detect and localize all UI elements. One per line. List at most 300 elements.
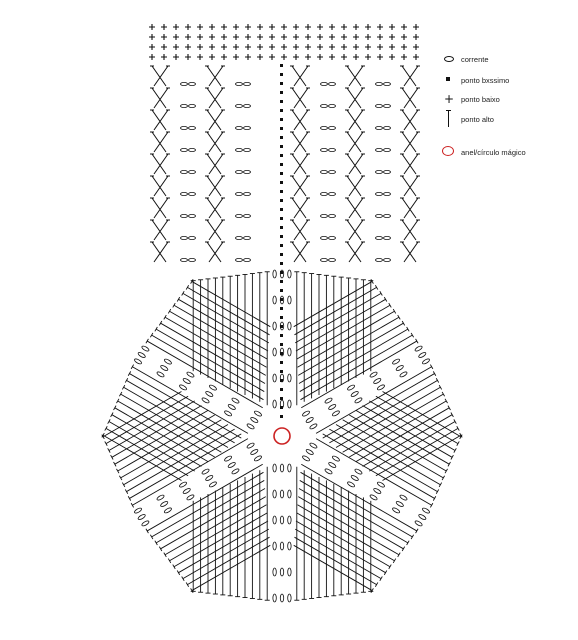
double-crochet-mark bbox=[349, 110, 363, 130]
single-crochet-mark bbox=[257, 24, 263, 30]
single-crochet-mark bbox=[293, 54, 299, 60]
chain-mark bbox=[280, 490, 283, 498]
legend-label-double-crochet: ponto alto bbox=[461, 114, 494, 124]
chain-mark bbox=[377, 481, 386, 488]
single-crochet-mark bbox=[389, 24, 395, 30]
chain-mark bbox=[189, 236, 196, 239]
chain-mark bbox=[227, 462, 236, 469]
chain-mark bbox=[189, 126, 196, 129]
double-crochet-mark bbox=[209, 110, 223, 130]
double-crochet-mark bbox=[347, 154, 361, 174]
chain-mark bbox=[236, 170, 243, 173]
chain-mark bbox=[288, 348, 291, 356]
chain-mark bbox=[280, 542, 283, 550]
chain-mark bbox=[186, 494, 195, 501]
slip-stitch-mark bbox=[280, 145, 283, 148]
double-crochet-mark bbox=[297, 305, 390, 359]
slip-stitch-mark bbox=[280, 316, 283, 319]
double-crochet-mark bbox=[402, 132, 416, 152]
chain-mark bbox=[137, 514, 146, 521]
single-crochet-mark bbox=[413, 34, 419, 40]
chain-mark bbox=[280, 568, 283, 576]
slip-stitch-mark bbox=[280, 181, 283, 184]
chain-mark bbox=[376, 126, 383, 129]
chain-mark bbox=[273, 464, 276, 472]
chain-mark bbox=[418, 514, 427, 521]
chain-mark bbox=[224, 410, 233, 417]
single-crochet-mark bbox=[161, 54, 167, 60]
chain-mark bbox=[328, 404, 337, 411]
single-crochet-mark bbox=[269, 44, 275, 50]
chain-mark bbox=[181, 214, 188, 217]
chain-mark bbox=[244, 258, 251, 261]
double-crochet-mark bbox=[207, 110, 221, 130]
single-crochet-mark bbox=[317, 24, 323, 30]
single-crochet-mark bbox=[401, 24, 407, 30]
double-crochet-mark bbox=[404, 66, 418, 86]
single-crochet-mark bbox=[389, 44, 395, 50]
double-crochet-mark bbox=[349, 176, 363, 196]
chain-mark bbox=[189, 104, 196, 107]
slip-stitch-mark bbox=[280, 91, 283, 94]
single-crochet-mark bbox=[413, 44, 419, 50]
chain-mark bbox=[181, 170, 188, 173]
double-crochet-mark bbox=[207, 132, 221, 152]
chain-mark bbox=[369, 494, 378, 501]
chain-mark bbox=[376, 236, 383, 239]
double-crochet-mark bbox=[356, 408, 449, 462]
single-crochet-mark bbox=[401, 34, 407, 40]
chain-mark bbox=[181, 236, 188, 239]
chain-mark bbox=[224, 455, 233, 462]
chain-mark bbox=[321, 170, 328, 173]
double-crochet-mark bbox=[402, 154, 416, 174]
double-crochet-mark bbox=[404, 176, 418, 196]
chain-mark bbox=[288, 270, 291, 278]
double-crochet-mark bbox=[294, 88, 308, 108]
single-crochet-mark bbox=[257, 54, 263, 60]
single-crochet-mark bbox=[221, 54, 227, 60]
single-crochet-mark bbox=[341, 34, 347, 40]
single-crochet-mark bbox=[149, 34, 155, 40]
double-crochet-mark bbox=[127, 380, 235, 442]
double-crochet-mark bbox=[115, 410, 208, 464]
single-crochet-mark bbox=[281, 54, 287, 60]
chain-mark bbox=[329, 104, 336, 107]
chain-mark bbox=[384, 258, 391, 261]
single-crochet-mark bbox=[377, 24, 383, 30]
double-crochet-mark bbox=[402, 88, 416, 108]
chain-mark bbox=[302, 410, 311, 417]
single-crochet-mark bbox=[365, 54, 371, 60]
chain-mark bbox=[321, 214, 328, 217]
double-crochet-mark bbox=[402, 110, 416, 130]
double-crochet-mark bbox=[207, 66, 221, 86]
chain-mark bbox=[288, 464, 291, 472]
single-crochet-mark bbox=[185, 44, 191, 50]
slip-stitch-mark bbox=[280, 244, 283, 247]
double-crochet-mark bbox=[174, 305, 267, 359]
chain-mark bbox=[209, 481, 218, 488]
chain-mark bbox=[422, 507, 431, 514]
chain-mark bbox=[376, 192, 383, 195]
double-crochet-mark bbox=[207, 220, 221, 240]
chain-mark bbox=[273, 374, 276, 382]
chain-mark bbox=[280, 464, 283, 472]
single-crochet-mark bbox=[377, 34, 383, 40]
chain-mark bbox=[280, 516, 283, 524]
slip-stitch-mark bbox=[280, 199, 283, 202]
chain-mark bbox=[329, 82, 336, 85]
single-crochet-mark bbox=[257, 44, 263, 50]
double-crochet-mark bbox=[404, 220, 418, 240]
double-crochet-mark bbox=[299, 323, 403, 383]
single-crochet-mark bbox=[197, 34, 203, 40]
single-crochet-mark bbox=[329, 24, 335, 30]
single-crochet-mark bbox=[329, 34, 335, 40]
slip-stitch-mark bbox=[280, 334, 283, 337]
double-crochet-mark bbox=[154, 66, 168, 86]
chain-mark bbox=[354, 397, 363, 404]
double-crochet-mark bbox=[154, 220, 168, 240]
slip-stitch-mark bbox=[280, 217, 283, 220]
double-crochet-mark bbox=[404, 110, 418, 130]
chain-mark bbox=[347, 481, 356, 488]
slip-stitch-mark bbox=[280, 415, 283, 418]
double-crochet-mark bbox=[292, 66, 306, 86]
chain-mark bbox=[160, 501, 169, 508]
chain-mark bbox=[376, 258, 383, 261]
single-crochet-mark bbox=[209, 24, 215, 30]
slip-stitch-mark bbox=[280, 361, 283, 364]
slip-stitch-mark bbox=[280, 397, 283, 400]
double-crochet-mark bbox=[347, 176, 361, 196]
chain-mark bbox=[273, 490, 276, 498]
single-crochet-mark bbox=[281, 34, 287, 40]
single-crochet-mark bbox=[221, 44, 227, 50]
single-crochet-mark bbox=[377, 44, 383, 50]
chain-mark bbox=[244, 170, 251, 173]
double-crochet-mark bbox=[292, 176, 306, 196]
chain-mark bbox=[141, 345, 150, 352]
chain-mark bbox=[134, 358, 143, 365]
chain-stitch-icon bbox=[440, 52, 458, 66]
chain-mark bbox=[332, 410, 341, 417]
double-crochet-mark bbox=[209, 154, 223, 174]
chain-mark bbox=[350, 391, 359, 398]
chain-mark bbox=[384, 126, 391, 129]
single-crochet-mark bbox=[389, 54, 395, 60]
chain-mark bbox=[273, 348, 276, 356]
chain-mark bbox=[209, 384, 218, 391]
double-crochet-mark bbox=[347, 88, 361, 108]
chain-mark bbox=[189, 82, 196, 85]
slip-stitch-mark bbox=[280, 280, 283, 283]
single-crochet-mark bbox=[173, 44, 179, 50]
double-crochet-mark bbox=[294, 66, 308, 86]
single-crochet-mark bbox=[341, 54, 347, 60]
single-crochet-mark bbox=[161, 44, 167, 50]
double-crochet-mark bbox=[294, 242, 308, 262]
chain-mark bbox=[399, 371, 408, 378]
single-crochet-mark bbox=[365, 44, 371, 50]
chain-mark bbox=[376, 148, 383, 151]
single-crochet-mark bbox=[221, 24, 227, 30]
single-crochet-mark bbox=[305, 24, 311, 30]
double-crochet-mark bbox=[209, 242, 223, 262]
double-crochet-mark bbox=[154, 132, 168, 152]
chain-mark bbox=[201, 468, 210, 475]
chain-mark bbox=[134, 507, 143, 514]
chain-mark bbox=[205, 391, 214, 398]
chain-mark bbox=[273, 400, 276, 408]
chain-mark bbox=[236, 104, 243, 107]
slip-stitch-mark bbox=[280, 82, 283, 85]
chain-mark bbox=[347, 384, 356, 391]
double-crochet-mark bbox=[152, 66, 166, 86]
chain-mark bbox=[384, 82, 391, 85]
chain-mark bbox=[160, 365, 169, 372]
chain-mark bbox=[236, 214, 243, 217]
chain-mark bbox=[288, 296, 291, 304]
double-crochet-mark bbox=[300, 329, 408, 391]
chain-mark bbox=[288, 594, 291, 602]
chain-mark bbox=[164, 507, 173, 514]
single-crochet-mark bbox=[341, 44, 347, 50]
double-crochet-mark bbox=[154, 110, 168, 130]
chain-mark bbox=[288, 490, 291, 498]
single-crochet-mark bbox=[353, 34, 359, 40]
double-crochet-mark bbox=[356, 410, 449, 464]
double-crochet-mark bbox=[349, 220, 363, 240]
chain-mark bbox=[373, 488, 382, 495]
chain-mark bbox=[189, 170, 196, 173]
chain-mark bbox=[288, 516, 291, 524]
double-crochet-icon bbox=[440, 112, 458, 126]
chain-mark bbox=[376, 104, 383, 107]
chain-mark bbox=[181, 82, 188, 85]
single-crochet-mark bbox=[233, 54, 239, 60]
single-crochet-mark bbox=[161, 34, 167, 40]
chain-mark bbox=[384, 192, 391, 195]
chain-mark bbox=[244, 214, 251, 217]
single-crochet-mark bbox=[293, 44, 299, 50]
legend-item-single-crochet bbox=[440, 92, 575, 106]
chain-mark bbox=[392, 358, 401, 365]
chain-mark bbox=[244, 192, 251, 195]
single-crochet-mark bbox=[209, 54, 215, 60]
single-crochet-mark bbox=[377, 54, 383, 60]
slip-stitch-mark bbox=[280, 154, 283, 157]
chain-mark bbox=[231, 397, 240, 404]
double-crochet-mark bbox=[347, 66, 361, 86]
single-crochet-mark bbox=[293, 34, 299, 40]
chain-mark bbox=[305, 449, 314, 456]
double-crochet-mark bbox=[156, 480, 264, 542]
single-crochet-mark bbox=[245, 34, 251, 40]
single-crochet-mark bbox=[161, 24, 167, 30]
double-crochet-mark bbox=[152, 88, 166, 108]
double-crochet-mark bbox=[329, 429, 437, 491]
hexagon-section bbox=[102, 270, 462, 602]
double-crochet-mark bbox=[347, 110, 361, 130]
chain-mark bbox=[244, 82, 251, 85]
slip-stitch-mark bbox=[280, 109, 283, 112]
chain-mark bbox=[141, 520, 150, 527]
double-crochet-mark bbox=[294, 154, 308, 174]
chain-mark bbox=[329, 170, 336, 173]
legend-item-slip bbox=[440, 73, 575, 87]
single-crochet-mark bbox=[149, 54, 155, 60]
chain-mark bbox=[236, 148, 243, 151]
double-crochet-mark bbox=[207, 154, 221, 174]
double-crochet-mark bbox=[115, 408, 208, 462]
single-crochet-mark bbox=[209, 44, 215, 50]
double-crochet-mark bbox=[207, 176, 221, 196]
chain-mark bbox=[250, 449, 259, 456]
single-crochet-mark bbox=[245, 54, 251, 60]
single-crochet-mark bbox=[281, 44, 287, 50]
chain-mark bbox=[414, 520, 423, 527]
single-crochet-icon: + bbox=[443, 92, 455, 106]
chain-mark bbox=[321, 236, 328, 239]
double-crochet-mark bbox=[404, 242, 418, 262]
chain-mark bbox=[321, 258, 328, 261]
chain-mark bbox=[273, 322, 276, 330]
chain-mark bbox=[288, 400, 291, 408]
single-crochet-mark bbox=[173, 24, 179, 30]
double-crochet-mark bbox=[154, 176, 168, 196]
chain-mark bbox=[244, 236, 251, 239]
single-crochet-mark bbox=[365, 24, 371, 30]
single-crochet-mark bbox=[233, 44, 239, 50]
chain-mark bbox=[324, 468, 333, 475]
chain-mark bbox=[231, 468, 240, 475]
single-crochet-mark bbox=[305, 44, 311, 50]
chain-mark bbox=[164, 358, 173, 365]
chain-mark bbox=[236, 236, 243, 239]
chain-mark bbox=[244, 104, 251, 107]
double-crochet-mark bbox=[209, 88, 223, 108]
chain-mark bbox=[321, 148, 328, 151]
legend-item-magic-ring bbox=[440, 145, 575, 159]
slip-stitch-mark bbox=[280, 118, 283, 121]
chain-mark bbox=[329, 258, 336, 261]
chain-mark bbox=[236, 82, 243, 85]
legend-label-slip: ponto bxssimo bbox=[461, 75, 510, 85]
chain-mark bbox=[189, 258, 196, 261]
double-crochet-mark bbox=[174, 513, 267, 567]
double-crochet-mark bbox=[127, 429, 235, 491]
chain-mark bbox=[181, 126, 188, 129]
single-crochet-mark bbox=[353, 44, 359, 50]
chain-mark bbox=[321, 82, 328, 85]
double-crochet-mark bbox=[294, 198, 308, 218]
double-crochet-mark bbox=[292, 132, 306, 152]
single-crochet-mark bbox=[401, 54, 407, 60]
chain-mark bbox=[321, 104, 328, 107]
double-crochet-mark bbox=[292, 88, 306, 108]
slip-stitch-mark bbox=[280, 100, 283, 103]
single-crochet-mark bbox=[317, 44, 323, 50]
chain-mark bbox=[254, 410, 263, 417]
legend-label-magic-ring: anel/círculo mágico bbox=[461, 147, 526, 157]
double-crochet-mark bbox=[156, 329, 264, 391]
double-crochet-mark bbox=[154, 242, 168, 262]
double-crochet-mark bbox=[349, 198, 363, 218]
double-crochet-mark bbox=[152, 110, 166, 130]
chain-mark bbox=[181, 148, 188, 151]
magic-ring-center bbox=[274, 428, 290, 444]
double-crochet-mark bbox=[209, 220, 223, 240]
double-crochet-mark bbox=[152, 154, 166, 174]
slip-stitch-mark bbox=[280, 73, 283, 76]
single-crochet-mark bbox=[257, 34, 263, 40]
slip-stitch-mark bbox=[280, 343, 283, 346]
chain-mark bbox=[273, 542, 276, 550]
chain-mark bbox=[246, 442, 255, 449]
single-crochet-mark bbox=[269, 34, 275, 40]
single-crochet-mark bbox=[221, 34, 227, 40]
double-crochet-mark bbox=[404, 88, 418, 108]
double-crochet-mark bbox=[299, 489, 403, 549]
single-crochet-mark bbox=[401, 44, 407, 50]
single-crochet-mark bbox=[269, 54, 275, 60]
chain-mark bbox=[186, 371, 195, 378]
double-crochet-mark bbox=[152, 220, 166, 240]
chain-mark bbox=[288, 322, 291, 330]
chain-mark bbox=[280, 594, 283, 602]
single-crochet-mark bbox=[149, 44, 155, 50]
chain-mark bbox=[246, 423, 255, 430]
chain-mark bbox=[376, 82, 383, 85]
double-crochet-mark bbox=[152, 242, 166, 262]
double-crochet-mark bbox=[292, 220, 306, 240]
chain-mark bbox=[273, 516, 276, 524]
chain-mark bbox=[236, 258, 243, 261]
double-crochet-mark bbox=[402, 220, 416, 240]
double-crochet-mark bbox=[349, 88, 363, 108]
slip-stitch-mark bbox=[280, 190, 283, 193]
single-crochet-mark bbox=[197, 24, 203, 30]
double-crochet-mark bbox=[347, 132, 361, 152]
single-crochet-mark bbox=[281, 24, 287, 30]
double-crochet-mark bbox=[347, 220, 361, 240]
chain-mark bbox=[201, 397, 210, 404]
double-crochet-mark bbox=[349, 66, 363, 86]
single-crochet-mark bbox=[209, 34, 215, 40]
double-crochet-mark bbox=[292, 110, 306, 130]
chain-mark bbox=[384, 214, 391, 217]
chain-mark bbox=[399, 494, 408, 501]
double-crochet-mark bbox=[292, 242, 306, 262]
chain-mark bbox=[329, 214, 336, 217]
chain-mark bbox=[254, 455, 263, 462]
chain-mark bbox=[369, 371, 378, 378]
double-crochet-mark bbox=[192, 281, 270, 326]
chain-mark bbox=[236, 192, 243, 195]
double-crochet-mark bbox=[347, 242, 361, 262]
slip-stitch-mark bbox=[280, 208, 283, 211]
chain-mark bbox=[384, 236, 391, 239]
double-crochet-mark bbox=[209, 198, 223, 218]
chain-mark bbox=[395, 365, 404, 372]
double-crochet-mark bbox=[349, 242, 363, 262]
slip-stitch-mark bbox=[280, 262, 283, 265]
chain-mark bbox=[181, 104, 188, 107]
double-crochet-mark bbox=[294, 545, 372, 590]
single-crochet-mark bbox=[269, 24, 275, 30]
